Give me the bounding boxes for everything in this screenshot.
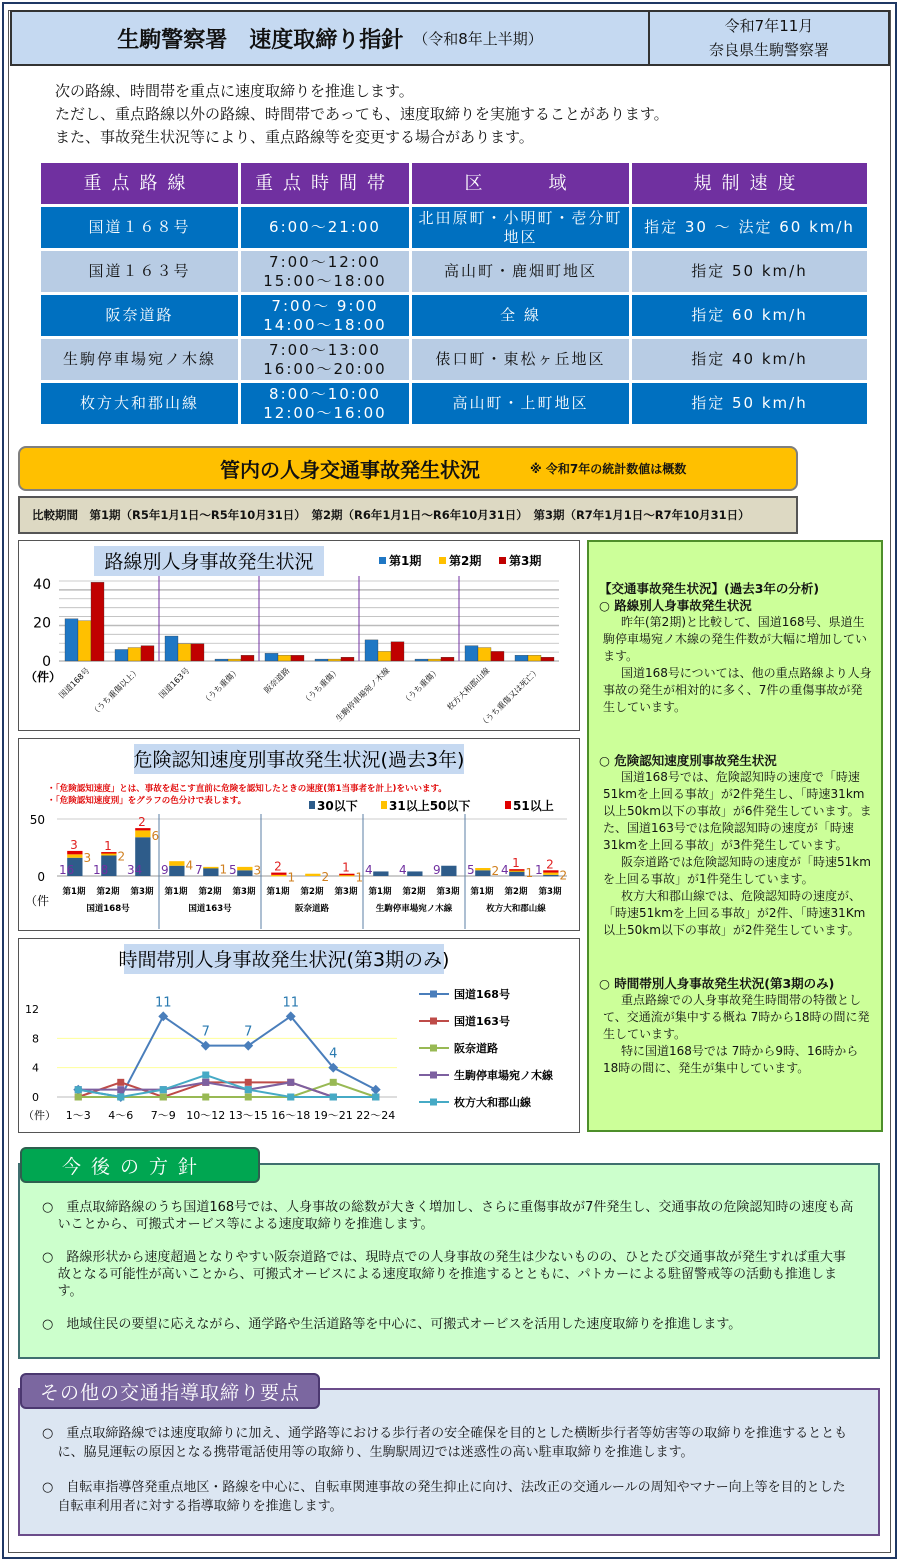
x-tick-label: 阪奈道路 — [262, 666, 292, 696]
data-point — [160, 1094, 167, 1101]
route: 阪奈道路 — [41, 295, 238, 336]
bar — [391, 642, 404, 661]
x-tick-label: 16〜18 — [271, 1109, 311, 1122]
group-label: 生駒停車場宛ノ木線 — [375, 904, 453, 914]
period-label: 第3期 — [232, 887, 256, 897]
data-point — [245, 1094, 252, 1101]
bar — [475, 870, 490, 876]
header-date-cell — [650, 12, 888, 64]
data-label: 2 — [274, 859, 282, 874]
y-tick-label: 8 — [32, 1032, 39, 1046]
x-tick-label: 生駒停車場宛ノ木線 — [334, 666, 392, 724]
data-label: 7 — [244, 1024, 253, 1040]
y-tick-label: 12 — [25, 1003, 39, 1016]
period-label: 第2期 — [402, 887, 426, 897]
time: 7:00〜12:00 15:00〜18:00 — [241, 251, 409, 292]
data-label: 9 — [433, 863, 441, 877]
speed-accident-chart-svg — [19, 739, 579, 930]
area: 俵口町・東松ヶ丘地区 — [412, 339, 629, 380]
bar — [169, 866, 184, 876]
chart-note: ・「危険認知速度」とは、事故を起こす直前に危険を認知したときの速度(第1当事者を計上)をいいます。 — [47, 784, 447, 794]
data-point — [160, 1086, 167, 1093]
data-point — [330, 1094, 337, 1101]
data-point — [202, 1079, 209, 1086]
data-label: 4 — [185, 858, 194, 873]
data-label: 1 — [219, 862, 228, 877]
page-title: 生駒警察署 速度取締り指針 — [117, 27, 404, 53]
bar — [215, 659, 228, 661]
data-label: 1 — [104, 839, 112, 854]
area: 全 線 — [412, 295, 629, 336]
y-axis-unit: （件 — [25, 894, 50, 908]
route: 枚方大和郡山線 — [41, 383, 238, 424]
speed-accident-chart — [18, 738, 580, 931]
header — [10, 10, 890, 66]
data-label: 4 — [329, 1046, 338, 1062]
intro-text — [55, 80, 669, 149]
legend-label: 第3期 — [509, 554, 542, 568]
other-item: ○ 自転車指導啓発重点地区・路線を中心に、自転車関連事故の発生抑止に向け、法改正の交通ルールの周知やマナー向上等を目的とした自転車利用者に対する指導取締りを推進します。 — [42, 1480, 846, 1514]
route: 生駒停車場宛ノ木線 — [41, 339, 238, 380]
data-label: 1 — [525, 865, 534, 880]
time-accident-chart — [18, 938, 580, 1133]
data-label: 1 — [535, 863, 543, 877]
bar — [178, 644, 191, 661]
policy-item: ○ 地域住民の要望に応えながら、通学路や生活道路等を中心に、可搬式オービスを活用した速度取締りを推進します。 — [42, 1317, 742, 1332]
data-label: 3 — [253, 863, 262, 878]
data-label: 2 — [559, 868, 568, 883]
paragraph: 昨年(第2期)と比較して、国道168号、県道生駒停車場宛ノ木線の発生件数が大幅に増加しています。 — [603, 615, 868, 663]
chart-title: 危険認知速度別事故発生状況(過去3年) — [133, 749, 465, 771]
legend-label: 第2期 — [449, 554, 482, 568]
data-label: 18 — [93, 863, 109, 877]
legend-label: 第1期 — [389, 554, 422, 568]
analysis-section — [599, 597, 873, 716]
other-box — [18, 1388, 880, 1536]
area: 高山町・鹿畑町地区 — [412, 251, 629, 292]
bar — [141, 646, 154, 661]
bar — [528, 655, 541, 661]
banner-title: 管内の人身交通事故発生状況 — [220, 458, 480, 482]
period-label: 第1期 — [62, 887, 86, 897]
data-label: 2 — [117, 849, 126, 864]
table-row — [41, 383, 867, 424]
paragraph: 特に国道168号では 7時から9時、16時から18時の間に、発生が集中しています。 — [603, 1044, 859, 1075]
table-row — [41, 295, 867, 336]
header-title-cell — [12, 12, 650, 64]
bar — [203, 868, 218, 876]
x-tick-label: 国道163号 — [157, 666, 192, 701]
legend-swatch — [439, 557, 446, 564]
data-label: 3 — [70, 837, 78, 852]
speed: 指定 50 km/h — [632, 251, 867, 292]
section-title: ○ 路線別人身事故発生状況 — [599, 598, 752, 613]
bar — [475, 868, 490, 870]
bar — [115, 649, 128, 661]
period-label: 第3期 — [130, 887, 154, 897]
bar — [341, 657, 354, 661]
data-label: 1 — [287, 870, 296, 885]
data-point — [245, 1079, 252, 1086]
data-label: 2 — [138, 815, 146, 830]
legend-label: 30以下 — [317, 799, 358, 813]
analysis-heading: 【交通事故発生状況】(過去3年の分析) — [599, 581, 820, 596]
legend-swatch — [309, 801, 315, 809]
route-accident-chart-svg — [19, 541, 579, 730]
paragraph: 枚方大和郡山線では、危険認知時の速度が、「時速51kmを上回る事故」が2件、「時速31Km以上50km以下の事故」が2件発生しています。 — [603, 889, 866, 937]
period-label: 第1期 — [266, 887, 290, 897]
x-tick-label: 1〜3 — [65, 1109, 91, 1122]
y-tick-label: 0 — [32, 1091, 39, 1104]
legend-label: 枚方大和郡山線 — [454, 1096, 531, 1109]
legend-swatch — [505, 801, 511, 809]
speed: 指定 30 〜 法定 60 km/h — [632, 207, 867, 248]
data-label: 11 — [154, 995, 172, 1011]
bar — [515, 655, 528, 661]
x-tick-label: 19〜21 — [313, 1109, 353, 1122]
bar — [237, 870, 252, 876]
bar — [543, 875, 558, 877]
period-label: 第2期 — [504, 887, 528, 897]
data-point — [75, 1094, 82, 1101]
data-label: 1 — [512, 856, 520, 871]
intro-line: ただし、重点路線以外の路線、時間帯であっても、速度取締りを実施することがあります。 — [55, 105, 669, 123]
data-label: 7 — [195, 863, 203, 877]
other-tab: その他の交通指導取締り要点 — [20, 1373, 320, 1409]
legend-label: 生駒停車場宛ノ木線 — [454, 1069, 553, 1082]
period-label: 第2期 — [198, 887, 222, 897]
bar — [478, 648, 491, 661]
data-label: 2 — [546, 857, 554, 872]
period-label: 第2期 — [300, 887, 324, 897]
x-tick-label: （うち重傷） — [201, 666, 242, 707]
x-tick-label: 7〜9 — [150, 1109, 176, 1122]
y-axis-unit: （件） — [23, 1109, 56, 1122]
bar — [78, 621, 91, 661]
data-label: 4 — [501, 863, 509, 877]
paragraph: 国道168号については、他の重点路線より人身事故の発生が相対的に多く、7件の重傷事故が発生しています。 — [603, 666, 872, 714]
bar — [291, 655, 304, 661]
bar — [65, 619, 78, 661]
table-row — [41, 207, 867, 248]
area: 北田原町・小明町・壱分町地区 — [412, 207, 629, 248]
legend-swatch — [379, 557, 386, 564]
data-label: 6 — [151, 828, 160, 843]
table-header-row — [41, 163, 867, 204]
intro-line: 次の路線、時間帯を重点に速度取締りを推進します。 — [55, 82, 414, 100]
y-tick-label: 0 — [37, 870, 45, 884]
bar — [228, 659, 241, 661]
period-label: 第3期 — [334, 887, 358, 897]
time-accident-chart-svg — [19, 939, 579, 1132]
y-axis-unit: （件） — [25, 670, 62, 684]
intro-line: また、事故発生状況等により、重点路線等を変更する場合があります。 — [55, 128, 534, 146]
paragraph: 国道168号では、危険認知時の速度で「時速51kmを上回る事故」が2件発生し、「時速31km以上50km以下の事故」が6件発生しています。また、国道163号では危険認知時の速度が「時速31kmを上回る事故」が3件発生しています。 — [603, 770, 872, 852]
policy-box — [18, 1163, 880, 1359]
bar — [278, 655, 291, 661]
x-tick-label: （うち重傷） — [401, 666, 442, 707]
x-tick-label: （うち重傷又は死亡） — [478, 666, 542, 729]
other-item: ○ 重点取締路線では速度取締りに加え、通学路等における歩行者の安全確保を目的とした横断歩行者等妨害等の取締りを推進するとともに、脇見運転の原因となる携帯電話使用等の取締り、生駒駅周辺では迷惑性の高い駐車取締りを推進します。 — [42, 1426, 848, 1460]
bar — [169, 861, 184, 866]
data-label: 4 — [399, 863, 407, 877]
legend-label: 31以上50以下 — [389, 799, 471, 813]
bar — [91, 582, 104, 661]
period-label: 第1期 — [368, 887, 392, 897]
bar — [328, 659, 341, 661]
col-header: 区 域 — [412, 163, 629, 204]
accident-status-banner — [18, 446, 798, 491]
period-label: 第3期 — [538, 887, 562, 897]
group-label: 枚方大和郡山線 — [486, 904, 546, 914]
legend-label: 国道168号 — [454, 988, 510, 1001]
bar — [378, 651, 391, 661]
data-label: 11 — [282, 995, 300, 1011]
area: 高山町・上町地区 — [412, 383, 629, 424]
bar — [165, 636, 178, 661]
data-point — [372, 1094, 379, 1101]
legend-marker — [430, 1099, 437, 1106]
bar — [315, 659, 328, 661]
bar — [407, 871, 422, 876]
data-point — [202, 1094, 209, 1101]
data-label: 16 — [59, 863, 75, 877]
group-label: 阪奈道路 — [294, 904, 330, 914]
section-title: ○ 危険認知速度別事故発生状況 — [599, 753, 777, 768]
bar — [135, 830, 150, 837]
data-point — [371, 1085, 381, 1095]
data-point — [117, 1079, 124, 1086]
page-subtitle: （令和8年上半期） — [413, 29, 543, 48]
chart-title: 路線別人身事故発生状況 — [104, 551, 314, 573]
x-tick-label: 10〜12 — [186, 1109, 226, 1122]
group-label: 国道163号 — [188, 904, 232, 914]
data-point — [202, 1072, 209, 1079]
x-tick-label: 4〜6 — [108, 1109, 134, 1122]
table-row — [41, 339, 867, 380]
y-tick-label: 20 — [33, 615, 51, 632]
col-header: 重点路線 — [41, 163, 238, 204]
period-label: 第2期 — [96, 887, 120, 897]
x-tick-label: 国道168号 — [57, 666, 92, 701]
period-label: 第3期 — [436, 887, 460, 897]
bar — [428, 659, 441, 661]
group-label: 国道168号 — [86, 904, 130, 914]
legend-marker — [430, 991, 437, 998]
bar — [373, 871, 388, 876]
bar — [67, 854, 82, 857]
priority-routes-table — [38, 160, 870, 427]
data-label: 4 — [365, 863, 373, 877]
col-header: 重点時間帯 — [241, 163, 409, 204]
bar — [441, 657, 454, 661]
route: 国道１６３号 — [41, 251, 238, 292]
data-point — [117, 1094, 124, 1101]
time: 7:00〜13:00 16:00〜20:00 — [241, 339, 409, 380]
data-label: 1 — [342, 860, 350, 875]
data-label: 2 — [491, 864, 500, 879]
data-point — [75, 1086, 82, 1093]
route: 国道１６８号 — [41, 207, 238, 248]
x-tick-label: 13〜15 — [228, 1109, 268, 1122]
comparison-period: 比較期間 第1期（R5年1月1日〜R5年10月31日） 第2期（R6年1月1日〜R6年10月31日） 第3期（R7年1月1日〜R7年10月31日） — [18, 496, 798, 534]
x-tick-label: （うち重傷以上） — [89, 666, 142, 718]
bar — [365, 640, 378, 661]
speed: 指定 60 km/h — [632, 295, 867, 336]
x-tick-label: （うち重傷） — [301, 666, 342, 707]
legend-marker — [430, 1018, 437, 1025]
policy-item: ○ 路線形状から速度超過となりやすい阪奈道路では、現時点での人身事故の発生は少ないものの、ひとたび交通事故が発生すれば重大事故となる可能性が高いことから、可搬式オービスによる速度取締りを推進するとともに、パトカーによる駐留警戒等の活動も推進します。 — [42, 1250, 846, 1299]
legend-swatch — [381, 801, 387, 809]
policy-item: ○ 重点取締路線のうち国道168号では、人身事故の総数が大きく増加し、さらに重傷事故が7件発生し、交通事故の危険認知時の速度も高いことから、可搬式オービス等による速度取締りを推進します。 — [42, 1200, 854, 1232]
bar — [441, 866, 456, 876]
paragraph: 阪奈道路では危険認知時の速度が「時速51kmを上回る事故」が1件発生しています。 — [603, 855, 871, 886]
chart-note: ・「危険認知速度別」をグラフの色分けで表します。 — [47, 796, 247, 806]
period-label: 第1期 — [470, 887, 494, 897]
data-point — [287, 1079, 294, 1086]
data-label: 3 — [83, 851, 92, 866]
bar — [415, 659, 428, 661]
bar — [191, 644, 204, 661]
col-header: 規制速度 — [632, 163, 867, 204]
y-tick-label: 50 — [29, 813, 45, 827]
bar — [465, 646, 478, 661]
data-label: 34 — [127, 863, 143, 877]
speed: 指定 50 km/h — [632, 383, 867, 424]
table-row — [41, 251, 867, 292]
data-label: 1 — [355, 870, 364, 885]
analysis-section — [599, 752, 873, 939]
bar — [237, 867, 252, 870]
bar — [203, 867, 218, 869]
data-label: 5 — [229, 863, 237, 877]
data-point — [117, 1086, 124, 1093]
data-point — [245, 1086, 252, 1093]
legend-label: 国道163号 — [454, 1015, 510, 1028]
data-point — [287, 1094, 294, 1101]
legend-label: 51以上 — [513, 799, 554, 813]
paragraph: 重点路線での人身事故発生時間帯の特徴として、交通流が集中する概ね 7時から18時の間に発生しています。 — [603, 993, 870, 1041]
speed: 指定 40 km/h — [632, 339, 867, 380]
bar — [543, 873, 558, 875]
analysis-panel — [587, 540, 883, 1132]
y-tick-label: 0 — [42, 654, 51, 670]
policy-tab: 今後の方針 — [20, 1147, 260, 1183]
issue-date: 令和7年11月 — [724, 17, 814, 35]
legend-swatch — [499, 557, 506, 564]
bar — [491, 651, 504, 661]
bar — [265, 653, 278, 661]
analysis-section — [599, 975, 873, 1077]
y-tick-label: 40 — [33, 577, 51, 594]
bar — [509, 871, 524, 876]
bar — [541, 657, 554, 661]
banner-note: ※ 令和7年の統計数値は概数 — [530, 462, 687, 476]
data-label: 2 — [321, 869, 330, 884]
data-label: 5 — [467, 863, 475, 877]
legend-marker — [430, 1045, 437, 1052]
legend-label: 阪奈道路 — [454, 1042, 498, 1055]
route-accident-chart — [18, 540, 580, 731]
data-label: 9 — [161, 863, 169, 877]
bar — [128, 648, 141, 661]
y-tick-label: 4 — [32, 1061, 39, 1075]
issuer: 奈良県生駒警察署 — [708, 41, 829, 59]
section-title: ○ 時間帯別人身事故発生状況(第3期のみ) — [599, 976, 835, 991]
data-label: 7 — [201, 1024, 210, 1040]
bar — [305, 874, 320, 876]
bar — [241, 655, 254, 661]
chart-title: 時間帯別人身事故発生状況(第3期のみ) — [118, 949, 450, 971]
time: 7:00〜 9:00 14:00〜18:00 — [241, 295, 409, 336]
bar — [271, 875, 286, 877]
time: 8:00〜10:00 12:00〜16:00 — [241, 383, 409, 424]
x-tick-label: 枚方大和郡山線 — [445, 666, 492, 713]
time: 6:00〜21:00 — [241, 207, 409, 248]
period-label: 第1期 — [164, 887, 188, 897]
legend-marker — [430, 1072, 437, 1079]
data-point — [330, 1079, 337, 1086]
x-tick-label: 22〜24 — [356, 1109, 396, 1122]
